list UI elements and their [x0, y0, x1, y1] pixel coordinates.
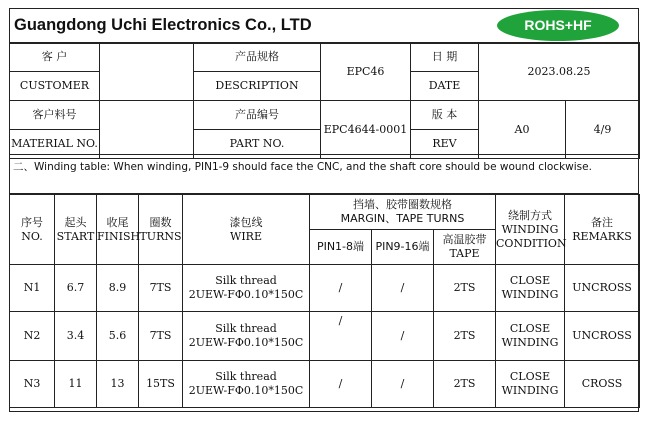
winding-table — [9, 194, 640, 408]
title-row — [10, 9, 638, 44]
col-finish — [97, 195, 139, 265]
row-start: 6.7 — [55, 265, 97, 312]
row-wire-line1: Silk thread — [215, 370, 277, 383]
row-condition — [496, 361, 565, 408]
col-turns-en: TURNS — [139, 229, 182, 243]
col-start-en: START — [56, 229, 95, 243]
description-value: EPC46 — [321, 43, 411, 101]
row-tape: 2TS — [434, 312, 496, 361]
row-tape: 2TS — [434, 265, 496, 312]
rev-label-cn: 版 本 — [411, 101, 479, 130]
row-condition — [496, 312, 565, 361]
table-row — [10, 361, 640, 408]
date-label-cn: 日 期 — [411, 43, 479, 72]
row-condition-line2: WINDING — [501, 384, 559, 397]
description-label-en: DESCRIPTION — [194, 72, 321, 101]
row-wire-line2: 2UEW-FΦ0.10*150C — [188, 336, 304, 349]
row-remarks: CROSS — [565, 361, 640, 408]
col-finish-cn: 收尾 — [106, 215, 129, 229]
material-label-cn: 客户料号 — [10, 101, 100, 130]
row-pin1-8: / — [310, 361, 372, 408]
row-condition-line2: WINDING — [501, 288, 559, 301]
col-condition — [496, 195, 565, 265]
row-wire — [183, 361, 310, 408]
col-pin9-16: PIN9-16端 — [372, 230, 434, 265]
row-condition-line1: CLOSE — [509, 274, 551, 287]
col-turns — [139, 195, 183, 265]
row-pin9-16: / — [372, 265, 434, 312]
row-remarks: UNCROSS — [565, 265, 640, 312]
col-no-en: NO. — [21, 229, 43, 243]
row-start: 11 — [55, 361, 97, 408]
col-no — [10, 195, 55, 265]
row-tape: 2TS — [434, 361, 496, 408]
customer-value — [100, 43, 194, 101]
row-pin9-16: / — [372, 361, 434, 408]
row-condition — [496, 265, 565, 312]
col-condition-en2: CONDITION — [496, 236, 567, 250]
row-no: N3 — [10, 361, 55, 408]
date-value: 2023.08.25 — [479, 43, 640, 101]
row-condition-line1: CLOSE — [509, 322, 551, 335]
row-finish: 5.6 — [97, 312, 139, 361]
row-pin1-8: / — [310, 265, 372, 312]
rohs-hf-badge: ROHS+HF — [497, 10, 619, 41]
row-remarks: UNCROSS — [565, 312, 640, 361]
col-margin — [310, 195, 496, 230]
header-info-table — [9, 42, 640, 159]
row-no: N1 — [10, 265, 55, 312]
description-label-cn: 产品规格 — [194, 43, 321, 72]
material-value — [100, 101, 194, 159]
col-wire — [183, 195, 310, 265]
col-wire-cn: 漆包线 — [229, 215, 263, 229]
winding-note: 二、Winding table: When winding, PIN1-9 should face the CNC, and the shaft core should be wound clockwise. — [10, 154, 638, 194]
row-turns: 7TS — [139, 312, 183, 361]
part-value: EPC4644-0001 — [321, 101, 411, 159]
col-condition-en1: WINDING — [501, 222, 559, 236]
rev-value: A0 — [479, 101, 566, 159]
part-label-en: PART NO. — [194, 130, 321, 159]
col-finish-en: FINISH — [97, 229, 141, 243]
row-wire — [183, 265, 310, 312]
col-tape-cn: 高温胶带 — [442, 233, 487, 246]
spec-sheet — [9, 8, 639, 412]
col-margin-en: MARGIN、TAPE TURNS — [340, 212, 465, 225]
col-tape — [434, 230, 496, 265]
row-turns: 15TS — [139, 361, 183, 408]
row-no: N2 — [10, 312, 55, 361]
page-number: 4/9 — [566, 101, 640, 159]
col-start-cn: 起头 — [64, 215, 87, 229]
col-pin1-8: PIN1-8端 — [310, 230, 372, 265]
col-margin-cn: 挡墙、胶带圈数规格 — [353, 198, 452, 211]
row-wire-line2: 2UEW-FΦ0.10*150C — [188, 288, 304, 301]
part-label-cn: 产品编号 — [194, 101, 321, 130]
customer-label-en: CUSTOMER — [10, 72, 100, 101]
rev-label-en: REV — [411, 130, 479, 159]
row-pin9-16: / — [372, 312, 434, 361]
customer-label-cn: 客 户 — [10, 43, 100, 72]
col-remarks-en: REMARKS — [572, 229, 632, 243]
col-wire-en: WIRE — [230, 229, 262, 243]
col-remarks — [565, 195, 640, 265]
col-turns-cn: 圈数 — [149, 215, 172, 229]
row-finish: 13 — [97, 361, 139, 408]
col-start — [55, 195, 97, 265]
row-condition-line1: CLOSE — [509, 370, 551, 383]
row-wire-line2: 2UEW-FΦ0.10*150C — [188, 384, 304, 397]
row-turns: 7TS — [139, 265, 183, 312]
row-start: 3.4 — [55, 312, 97, 361]
material-label-en: MATERIAL NO. — [10, 130, 100, 159]
col-no-cn: 序号 — [21, 215, 43, 229]
row-finish: 8.9 — [97, 265, 139, 312]
col-remarks-cn: 备注 — [591, 215, 614, 229]
company-name: Guangdong Uchi Electronics Co., LTD — [14, 16, 312, 34]
row-wire-line1: Silk thread — [215, 274, 277, 287]
date-label-en: DATE — [411, 72, 479, 101]
col-condition-cn: 绕制方式 — [508, 208, 553, 222]
table-row — [10, 312, 640, 361]
row-wire-line1: Silk thread — [215, 322, 277, 335]
table-row — [10, 265, 640, 312]
row-pin1-8: / — [310, 312, 372, 361]
row-wire — [183, 312, 310, 361]
row-condition-line2: WINDING — [501, 336, 559, 349]
col-tape-en: TAPE — [449, 247, 480, 260]
